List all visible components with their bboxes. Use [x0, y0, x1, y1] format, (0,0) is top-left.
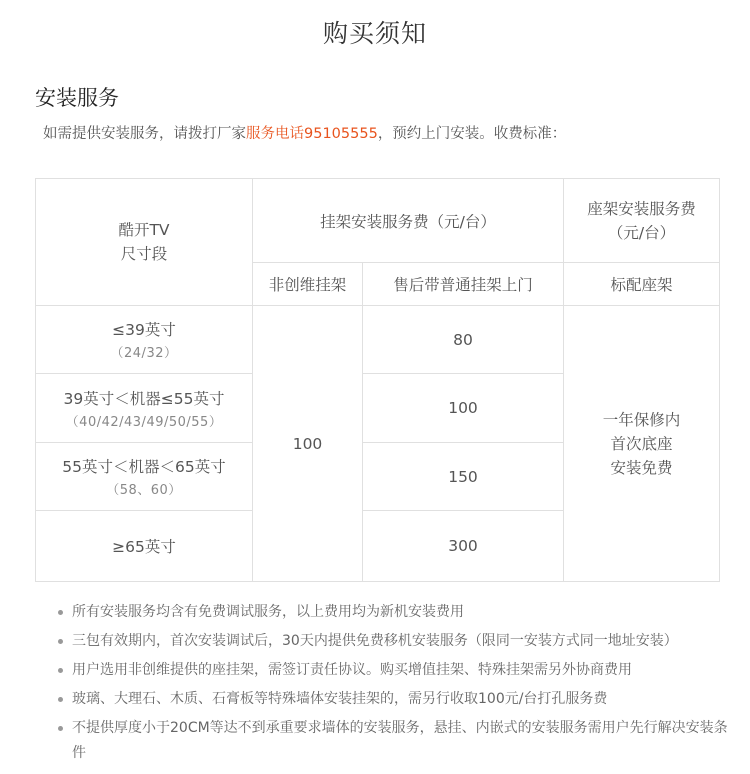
- fee-cell: 80: [363, 306, 564, 374]
- after-sales-header: 售后带普通挂架上门: [363, 263, 564, 306]
- note-item: 所有安装服务均含有免费调试服务，以上费用均为新机安装费用: [58, 600, 728, 624]
- page-title: 购买须知: [322, 19, 427, 48]
- wall-fee-header: 挂架安装服务费（元/台）: [253, 179, 564, 263]
- note-item: 不提供厚度小于20CM等达不到承重要求墙体的安装服务，悬挂、内嵌式的安装服务需用户先行解决安装条件: [58, 716, 728, 766]
- fee-cell: 300: [363, 511, 564, 582]
- standard-stand-header: 标配座架: [564, 263, 720, 306]
- section-title: 安装服务: [35, 86, 119, 110]
- fee-cell: 150: [363, 443, 564, 511]
- service-phone-link[interactable]: 服务电话95105555: [246, 126, 378, 142]
- size-cell: 55英寸＜机器＜65英寸 （58、60）: [36, 443, 253, 511]
- fee-table: [35, 178, 720, 582]
- non-skyworth-header: 非创维挂架: [253, 263, 363, 306]
- note-item: 三包有效期内，首次安装调试后，30天内提供免费移机安装服务（限同一安装方式同一地址安装）: [58, 629, 728, 653]
- non-skyworth-fee: 100: [253, 306, 363, 582]
- stand-fee-header: 座架安装服务费 （元/台）: [564, 179, 720, 263]
- stand-fee-note: 一年保修内 首次底座 安装免费: [564, 306, 720, 582]
- note-item: 用户选用非创维提供的座挂架，需签订责任协议。购买增值挂架、特殊挂架需另外协商费用: [58, 658, 728, 682]
- size-cell: ≥65英寸: [36, 511, 253, 582]
- intro-prefix: 如需提供安装服务，请拨打厂家: [43, 126, 246, 142]
- note-item: 玻璃、大理石、木质、石膏板等特殊墙体安装挂架的，需另行收取100元/台打孔服务费: [58, 687, 728, 711]
- intro-text: [43, 122, 566, 143]
- size-cell: 39英寸＜机器≤55英寸 （40/42/43/49/50/55）: [36, 374, 253, 443]
- size-header: 酷开TV 尺寸段: [36, 179, 253, 306]
- intro-suffix: ，预约上门安装。收费标准：: [377, 126, 567, 142]
- size-cell: ≤39英寸 （24/32）: [36, 306, 253, 374]
- fee-cell: 100: [363, 374, 564, 443]
- notes-list: [58, 600, 728, 771]
